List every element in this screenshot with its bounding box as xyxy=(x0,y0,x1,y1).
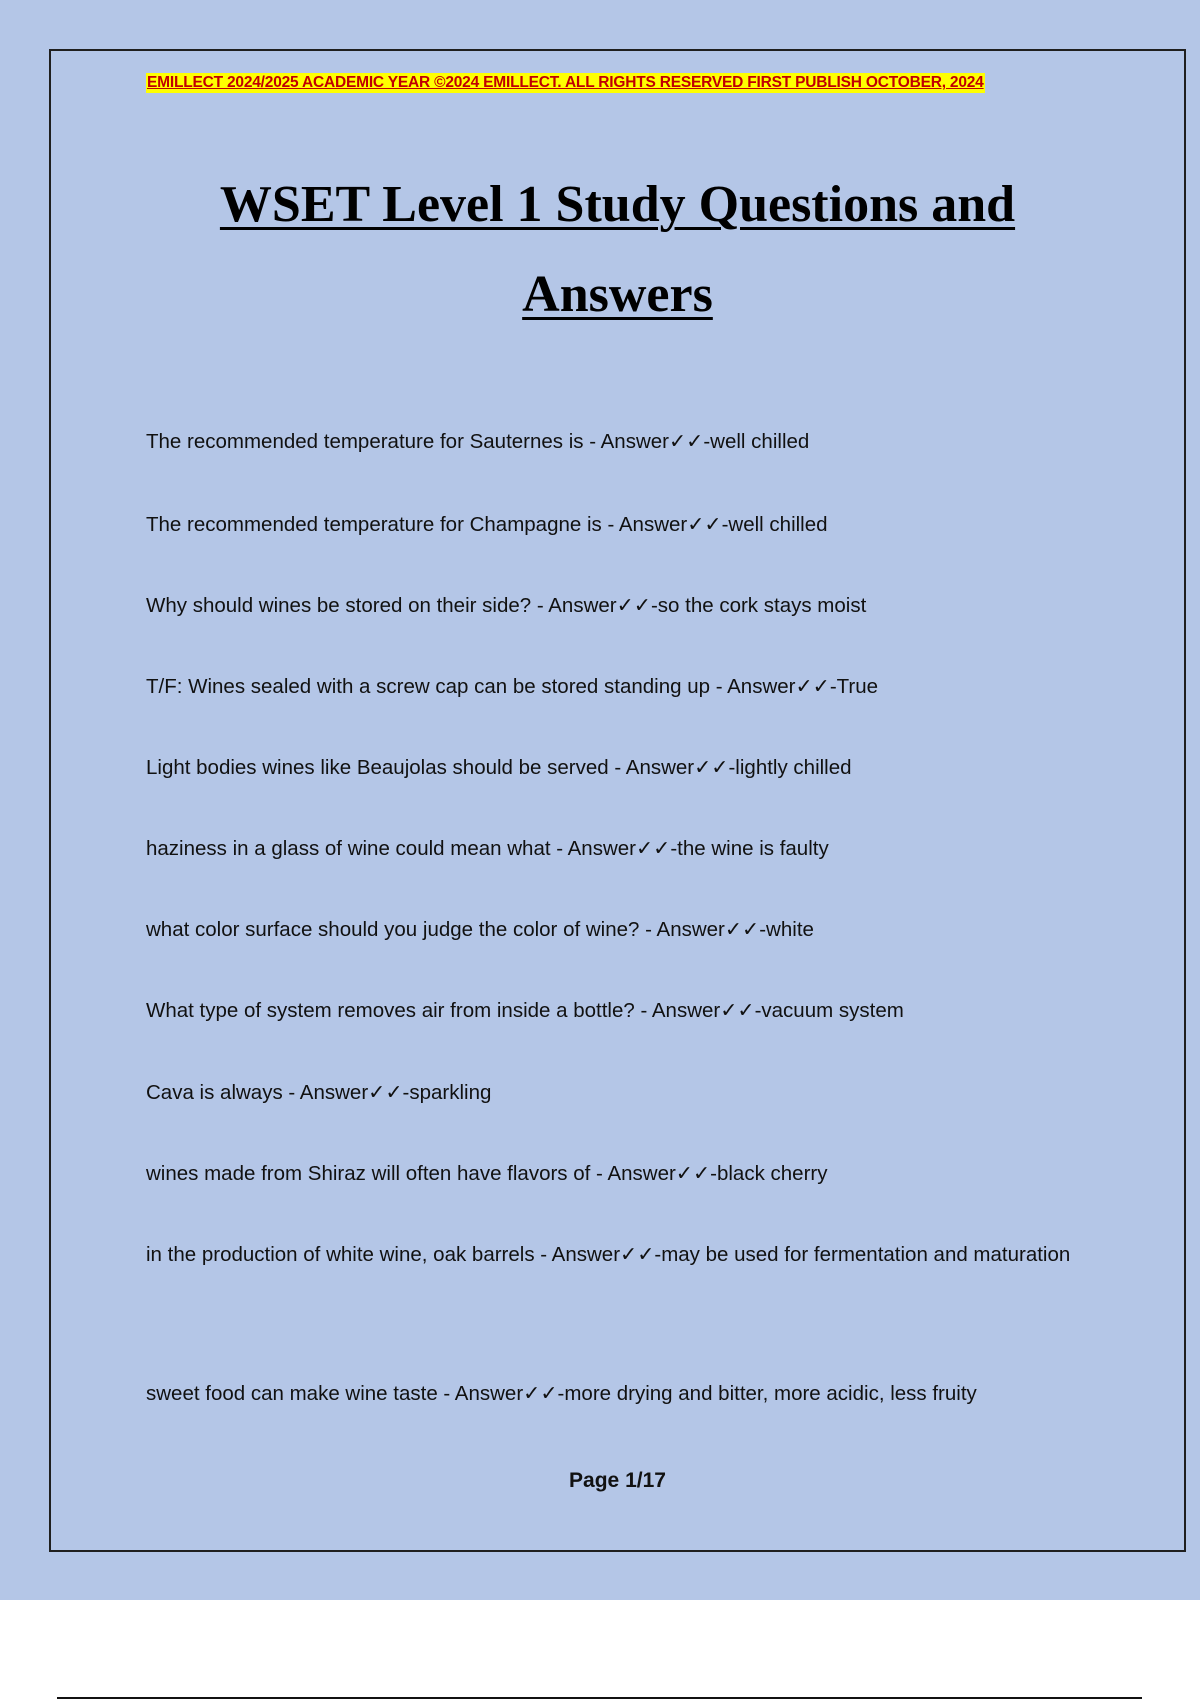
qa-item: what color surface should you judge the color of wine? - Answer✓✓-white xyxy=(146,918,814,941)
qa-item: T/F: Wines sealed with a screw cap can be stored standing up - Answer✓✓-True xyxy=(146,675,879,698)
qa-item: in the production of white wine, oak barrels - Answer✓✓-may be used for fermentation and maturation xyxy=(146,1243,1071,1266)
footer-rule xyxy=(57,1697,1142,1699)
qa-item: The recommended temperature for Champagne is - Answer✓✓-well chilled xyxy=(146,513,828,536)
copyright-banner: EMILLECT 2024/2025 ACADEMIC YEAR ©2024 EMILLECT. ALL RIGHTS RESERVED FIRST PUBLISH OCTOBER, 2024 xyxy=(147,74,984,91)
page-number: Page 1/17 xyxy=(569,1469,666,1492)
qa-item: Why should wines be stored on their side? - Answer✓✓-so the cork stays moist xyxy=(146,594,867,617)
qa-item: sweet food can make wine taste - Answer✓✓-more drying and bitter, more acidic, less fruity xyxy=(146,1382,977,1405)
qa-item: What type of system removes air from inside a bottle? - Answer✓✓-vacuum system xyxy=(146,999,904,1022)
qa-item: Light bodies wines like Beaujolas should be served - Answer✓✓-lightly chilled xyxy=(146,756,852,779)
qa-item: haziness in a glass of wine could mean what - Answer✓✓-the wine is faulty xyxy=(146,837,829,860)
qa-item: wines made from Shiraz will often have flavors of - Answer✓✓-black cherry xyxy=(146,1162,828,1185)
qa-item: The recommended temperature for Sauternes is - Answer✓✓-well chilled xyxy=(146,430,810,453)
qa-item: Cava is always - Answer✓✓-sparkling xyxy=(146,1081,492,1104)
document-title: WSET Level 1 Study Questions and Answers xyxy=(219,176,1016,323)
